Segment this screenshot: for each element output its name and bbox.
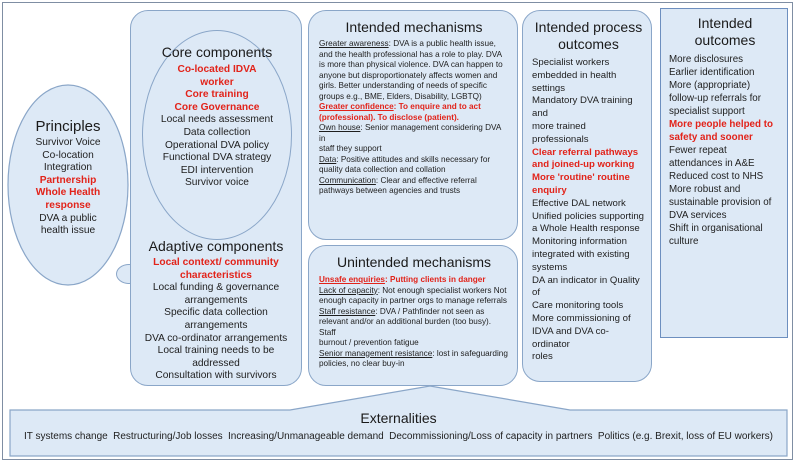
intended-mechanism-segment: Data (319, 154, 337, 164)
adaptive-component-item: characteristics (180, 269, 252, 281)
unintended-mechanism-segment: : Not enough specialist workers Not (377, 285, 507, 295)
process-outcome-item: settings (532, 82, 566, 94)
principle-item: health issue (40, 225, 96, 237)
externalities (10, 410, 787, 442)
outcome-item: culture (669, 236, 699, 247)
externality-item: Restructuring/Job losses (113, 431, 223, 442)
externality-item: IT systems change (24, 431, 108, 442)
outcome-item: attendances in A&E (669, 158, 755, 169)
unintended-mechanism-line (319, 359, 509, 370)
intended-mechanism-line (319, 102, 509, 113)
process-outcome-item: Effective DAL network (532, 197, 626, 209)
unintended-mechanism-segment: Staff resistance (319, 306, 376, 316)
process-outcome-item: a Whole Health response (532, 223, 640, 235)
intended-mechanisms-list (319, 39, 509, 197)
process-outcomes-panel (522, 10, 652, 382)
intended-mechanism-segment: : Clear and effective referral (375, 175, 477, 185)
process-outcome-item: Monitoring information (532, 236, 627, 248)
adaptive-component-item: Consultation with survivors (155, 370, 277, 382)
outcome-item: follow-up referrals for (669, 93, 762, 104)
outcome-item: Shift in organisational (669, 223, 763, 234)
core-component-item: Core training (185, 89, 249, 101)
intended-mechanisms-title: Intended mechanisms (345, 19, 483, 35)
process-outcome-item: More 'routine' routine (532, 172, 630, 184)
intended-mechanism-segment: Greater awareness (319, 39, 389, 48)
process-outcome-item: systems (532, 261, 568, 273)
unintended-mechanism-segment: policies, no clear buy-in (319, 359, 405, 368)
externalities-list (10, 431, 787, 442)
intended-mechanism-segment: Greater confidence (319, 102, 394, 111)
unintended-mechanism-segment: : DVA / Pathfinder not seen as (375, 306, 485, 316)
outcomes-title-line-1: Intended (697, 15, 753, 31)
intended-mechanism-segment: anyone but disproportionately affects women and (319, 70, 498, 80)
principle-item: Integration (43, 162, 93, 174)
intended-mechanism-segment: (professional). To disclose (patient). (319, 112, 459, 122)
intended-mechanism-line (319, 155, 509, 166)
process-outcome-item: DA an indicator in Quality of (532, 274, 640, 299)
outcome-item: safety and sooner (669, 132, 753, 143)
intended-mechanism-line (319, 81, 509, 92)
adaptive-components (134, 238, 298, 383)
outcomes-list (669, 53, 781, 248)
externalities-title: Externalities (360, 410, 437, 426)
process-outcomes-title (532, 19, 645, 53)
unintended-mechanism-segment: Senior management resistance (319, 348, 433, 358)
outcome-item: DVA services (669, 210, 727, 221)
core-components-list (142, 64, 292, 190)
process-outcome-item: IDVA and DVA co-ordinator (532, 325, 609, 350)
intended-mechanism-line (319, 144, 509, 155)
process-outcome-item: enquiry (532, 184, 567, 196)
unintended-mechanism-line (319, 349, 509, 360)
intended-mechanism-segment: : To enquire and to act (393, 102, 481, 111)
externality-item: Politics (e.g. Brexit, loss of EU workers) (597, 431, 773, 442)
intended-mechanism-segment: Communication (319, 175, 376, 185)
intended-mechanism-line (319, 123, 509, 144)
unintended-mechanism-segment: : lost in safeguarding (432, 348, 508, 358)
intended-mechanisms-panel (308, 10, 518, 240)
core-component-item: Survivor voice (185, 177, 249, 189)
outcome-item: Fewer repeat (669, 145, 727, 156)
intended-mechanism-segment: : DVA is a public health issue, (388, 39, 496, 48)
externality-item: Decommissioning/Loss of capacity in partners (389, 431, 593, 442)
intended-mechanism-segment: : Senior management considering DVA in (319, 123, 501, 143)
unintended-mechanism-segment: relevant and/or an additional burden (too busy). Staff (319, 317, 492, 337)
unintended-mechanism-segment: : Putting clients in danger (384, 275, 486, 284)
process-outcomes-title-line-1: Intended process (534, 19, 643, 35)
principles-title: Principles (35, 118, 101, 135)
principles-panel (12, 118, 124, 238)
intended-mechanism-segment: and the health professional has a role to play. DVA (319, 49, 503, 59)
outcome-item: Reduced cost to NHS (669, 171, 764, 182)
intended-mechanism-segment: quality data collection and collation (319, 165, 446, 174)
adaptive-component-item: Local training needs to be addressed (157, 345, 275, 369)
unintended-mechanism-segment: Lack of capacity (319, 285, 378, 295)
outcome-item: More robust and (669, 184, 741, 195)
intended-mechanism-line (319, 60, 509, 71)
adaptive-components-list (134, 257, 298, 383)
intended-mechanism-line (319, 39, 509, 50)
process-outcome-item: Specialist workers (532, 57, 610, 68)
intended-mechanism-segment: pathways between agencies and trusts (319, 186, 461, 195)
outcome-item: More (appropriate) (669, 80, 751, 91)
principle-item: response (45, 199, 91, 211)
principles-list (12, 137, 124, 238)
unintended-mechanisms-title: Unintended mechanisms (336, 254, 492, 270)
core-component-item: Data collection (183, 126, 251, 138)
unintended-mechanism-segment: burnout / prevention fatigue (319, 338, 419, 347)
outcome-item: More disclosures (669, 54, 744, 65)
adaptive-component-item: DVA co-ordinator arrangements (144, 332, 288, 344)
unintended-mechanism-segment: enough capacity in partner orgs to manage referrals (319, 296, 507, 305)
unintended-mechanism-segment: Unsafe enquiries (319, 275, 385, 284)
core-component-item: worker (200, 76, 234, 88)
adaptive-component-item: arrangements (184, 294, 248, 306)
core-component-item: Operational DVA policy (164, 139, 269, 151)
principle-item: Partnership (39, 174, 97, 186)
process-outcome-item: and joined-up working (532, 159, 635, 171)
outcomes-title-line-2: outcomes (694, 32, 756, 48)
process-outcome-item: Clear referral pathways (532, 146, 639, 158)
process-outcome-item: integrated with existing (532, 248, 630, 260)
intended-mechanism-line (319, 50, 509, 61)
intended-mechanism-line (319, 186, 509, 197)
intended-mechanism-segment: is more than physical violence. DVA can happen to (319, 60, 503, 69)
process-outcomes-list (532, 57, 645, 364)
process-outcome-item: Unified policies supporting (532, 210, 644, 222)
process-outcome-item: roles (532, 351, 553, 363)
unintended-mechanism-line (319, 338, 509, 349)
intended-mechanism-segment: girls. Better understanding of needs of specific (319, 81, 487, 90)
principle-item: DVA a public (39, 212, 97, 224)
adaptive-component-item: Specific data collection arrangements (164, 307, 268, 331)
outcomes-title (669, 15, 781, 49)
intended-mechanism-line (319, 71, 509, 82)
core-components (142, 44, 292, 190)
adaptive-component-item: Local funding & governance (152, 282, 280, 294)
core-component-item: Local needs assessment (160, 114, 274, 126)
unintended-mechanism-line (319, 317, 509, 338)
outcome-item: specialist support (669, 106, 745, 117)
unintended-mechanism-line (319, 307, 509, 318)
unintended-mechanisms-panel (308, 245, 518, 386)
intended-mechanism-line (319, 92, 509, 103)
unintended-mechanism-line (319, 275, 509, 286)
intended-mechanism-segment: Own house (319, 123, 361, 132)
core-component-item: Functional DVA strategy (162, 152, 272, 164)
outcomes-panel (660, 8, 788, 338)
intended-mechanism-line (319, 165, 509, 176)
unintended-mechanism-line (319, 286, 509, 297)
principle-item: Co-location (42, 149, 94, 161)
core-component-item: EDI intervention (180, 164, 254, 176)
intended-mechanism-segment: staff they support (319, 144, 382, 153)
process-outcomes-title-line-2: outcomes (558, 36, 619, 52)
outcome-item: sustainable provision of (669, 197, 772, 208)
intended-mechanism-segment: : Positive attitudes and skills necessary for (336, 154, 491, 164)
outcome-item: Earlier identification (669, 67, 755, 78)
principle-item: Survivor Voice (35, 137, 101, 148)
adaptive-component-item: Local context/ community (153, 257, 279, 268)
core-component-item: Core Governance (174, 101, 260, 113)
core-component-item: Co-located IDVA (177, 64, 257, 75)
outcome-item: More people helped to (669, 119, 773, 130)
intended-mechanism-segment: groups e.g., BME, Elders, Disability, LGBTQ) (319, 91, 482, 101)
adaptive-components-title: Adaptive components (148, 238, 284, 254)
externality-item: Increasing/Unmanageable demand (228, 431, 384, 442)
process-outcome-item: Mandatory DVA training and (532, 95, 633, 120)
unintended-mechanisms-list (319, 275, 509, 370)
unintended-mechanism-line (319, 296, 509, 307)
process-outcome-item: embedded in health (532, 69, 617, 81)
process-outcome-item: More commissioning of (532, 312, 631, 324)
intended-mechanism-line (319, 113, 509, 124)
process-outcome-item: more trained professionals (532, 120, 589, 145)
process-outcome-item: Care monitoring tools (532, 300, 624, 312)
principle-item: Whole Health (35, 187, 101, 199)
intended-mechanism-line (319, 176, 509, 187)
core-components-title: Core components (161, 44, 273, 60)
